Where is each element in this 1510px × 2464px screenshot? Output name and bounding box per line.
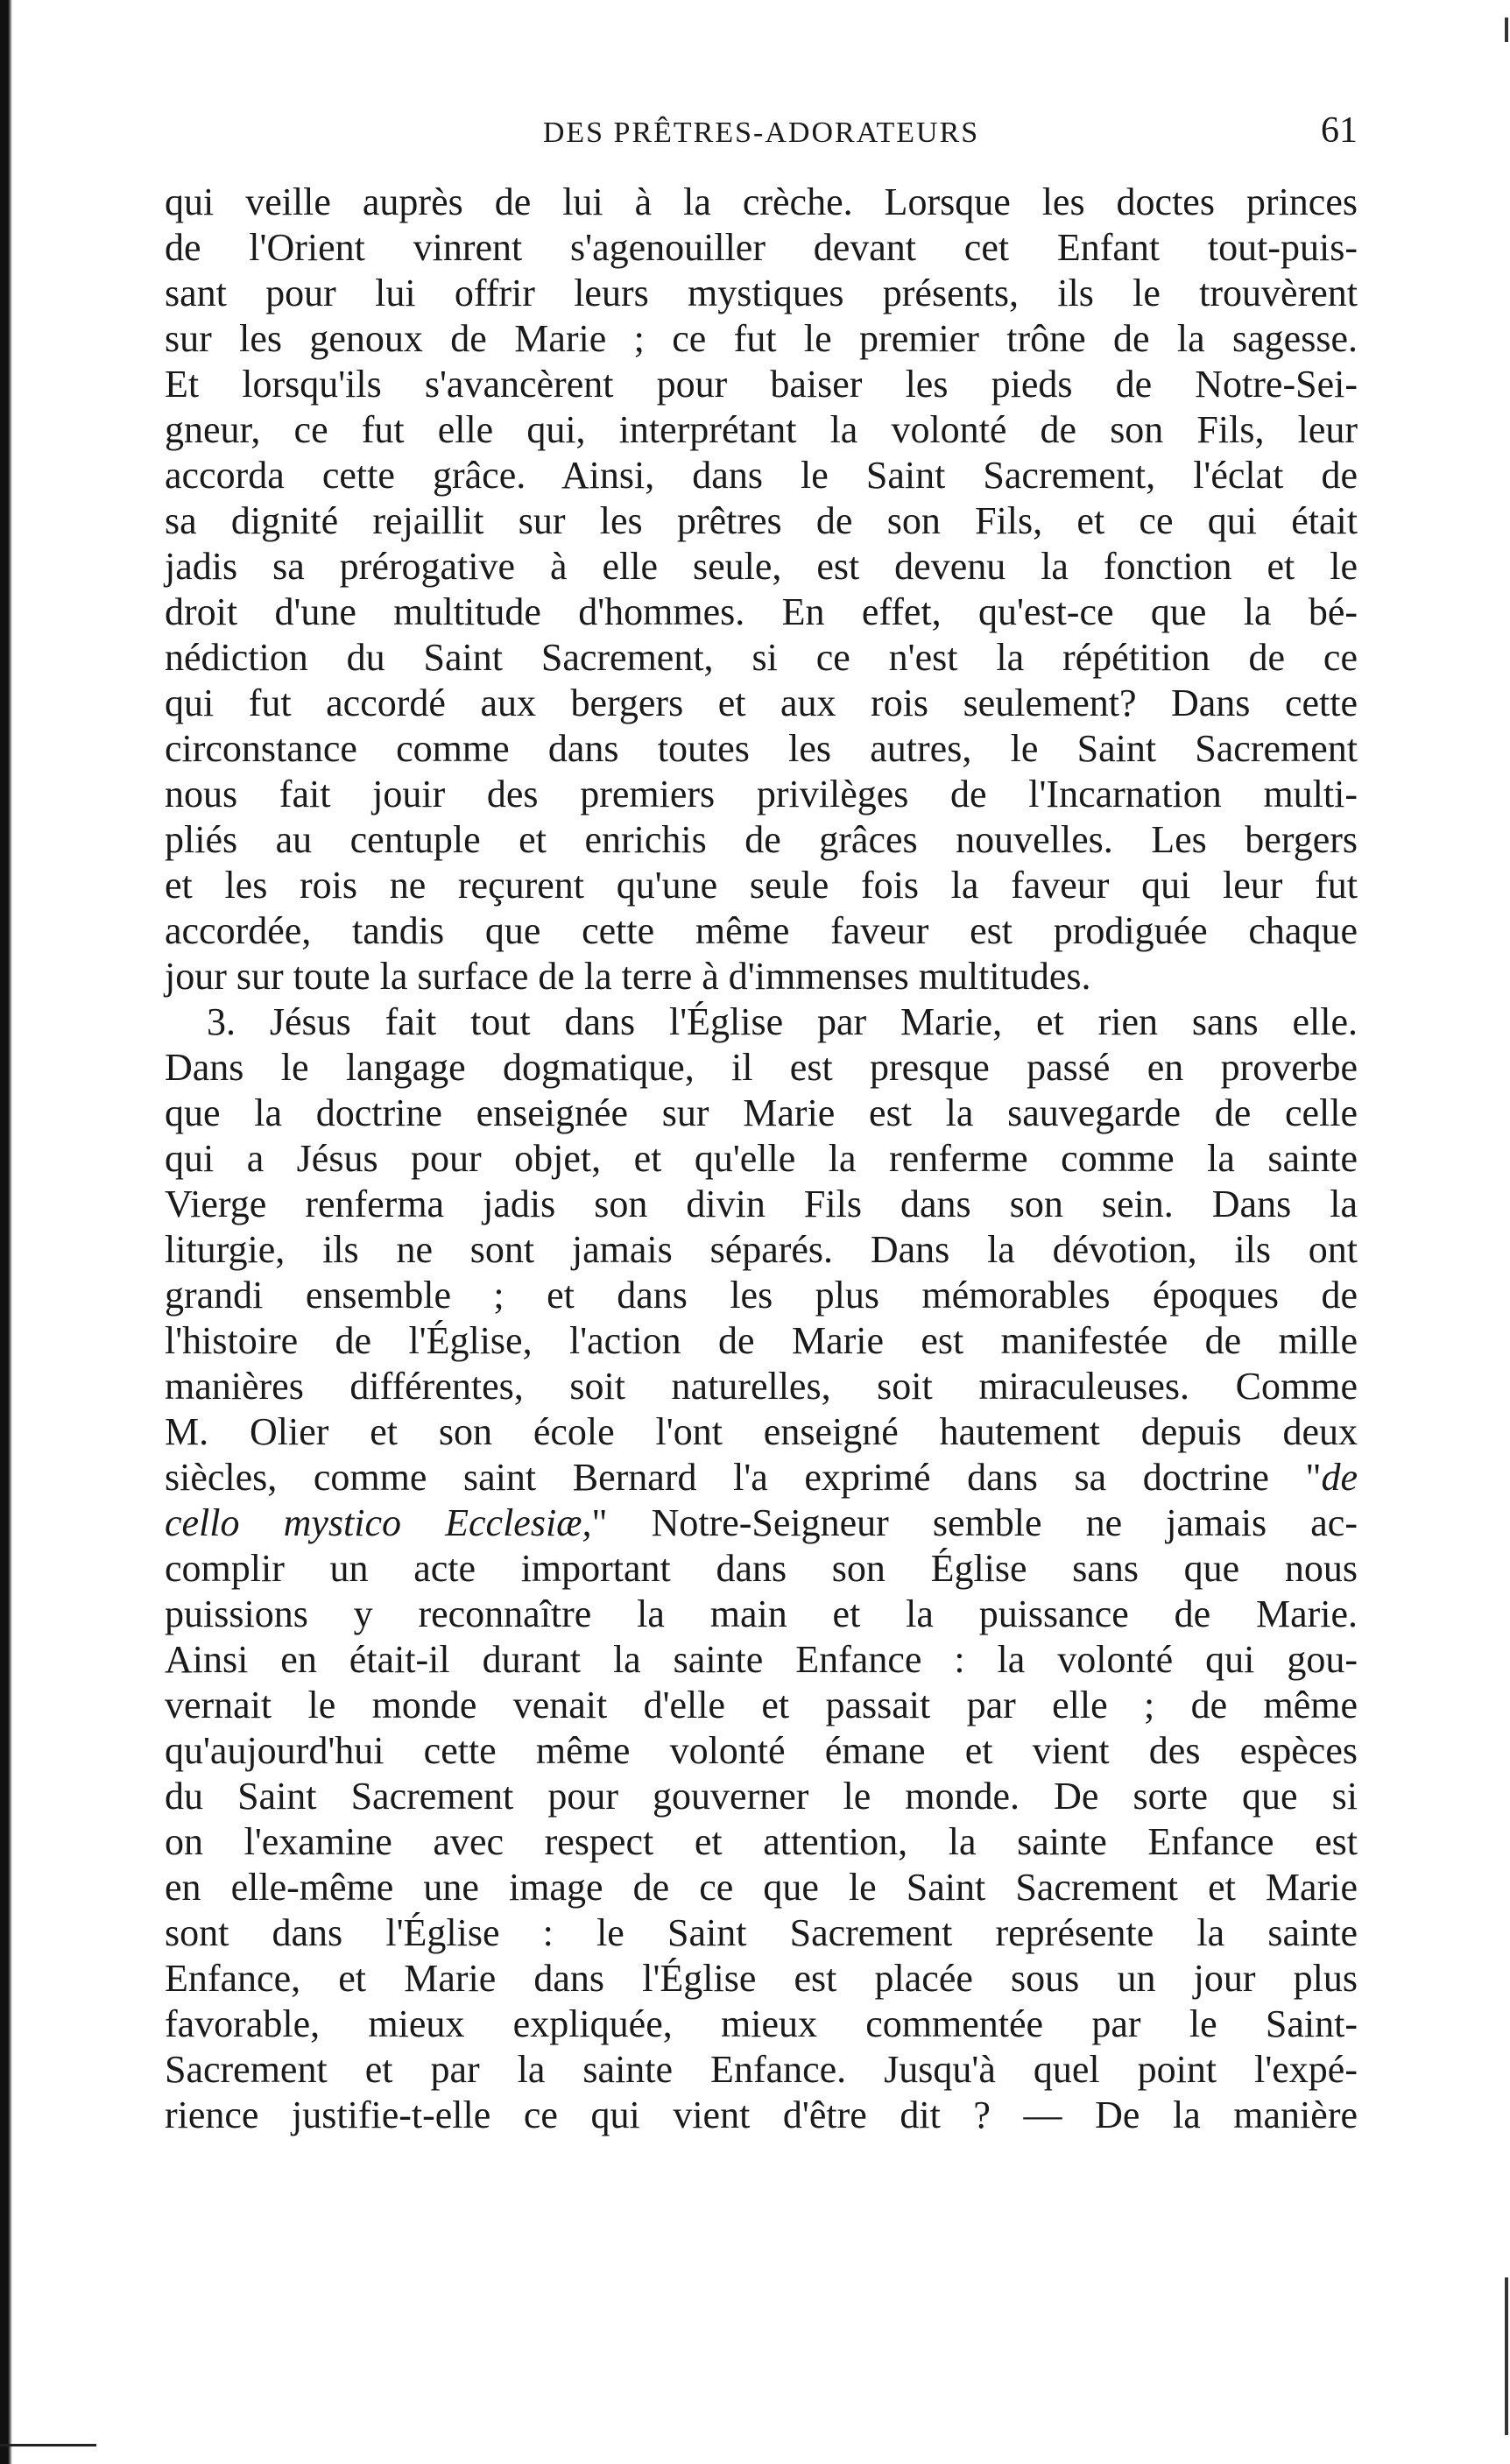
- text-line: on l'examine avec respect et attention, la sainte Enfance est: [165, 1820, 1358, 1863]
- page-number: 61: [1321, 110, 1358, 151]
- text-line: qui a Jésus pour objet, et qu'elle la renferme comme la sainte: [165, 1137, 1358, 1180]
- text-line: pliés au centuple et enrichis de grâces nouvelles. Les bergers: [165, 818, 1358, 861]
- text-line: du Saint Sacrement pour gouverner le monde. De sorte que si: [165, 1775, 1358, 1818]
- text-line: rience justifie-t-elle ce qui vient d'être dit ? — De la manière: [165, 2093, 1358, 2136]
- text-line: vernait le monde venait d'elle et passait par elle ; de même: [165, 1684, 1358, 1726]
- text-line: Ainsi en était-il durant la sainte Enfance : la volonté qui gou-: [165, 1638, 1358, 1681]
- text-line: jadis sa prérogative à elle seule, est devenu la fonction et le: [165, 545, 1358, 588]
- text-line: sur les genoux de Marie ; ce fut le premier trône de la sagesse.: [165, 317, 1358, 360]
- text-line: qu'aujourd'hui cette même volonté émane et vient des espèces: [165, 1729, 1358, 1772]
- text-line: nous fait jouir des premiers privilèges de l'Incarnation multi-: [165, 773, 1358, 815]
- text-line: grandi ensemble ; et dans les plus mémorables époques de: [165, 1274, 1358, 1317]
- text-line: sant pour lui offrir leurs mystiques présents, ils le trouvèrent: [165, 272, 1358, 314]
- text-segment: " Notre-Seigneur semble ne jamais ac-: [591, 1501, 1358, 1544]
- page-right-edge-marks: [1501, 0, 1510, 2464]
- text-line: l'histoire de l'Église, l'action de Marie est manifestée de mille: [165, 1319, 1358, 1362]
- text-line: de l'Orient vinrent s'agenouiller devant cet Enfant tout-puis-: [165, 226, 1358, 269]
- text-line: favorable, mieux expliquée, mieux commentée par le Saint-: [165, 2002, 1358, 2045]
- text-line: [165, 1455, 1358, 1500]
- text-line: [165, 1500, 1358, 1546]
- text-segment: siècles, comme saint Bernard l'a exprimé dans sa doctrine ": [165, 1456, 1322, 1499]
- text-line: gneur, ce fut elle qui, interprétant la volonté de son Fils, leur: [165, 408, 1358, 451]
- text-line: droit d'une multitude d'hommes. En effet, qu'est-ce que la bé-: [165, 590, 1358, 633]
- text-line: complir un acte important dans son Église sans que nous: [165, 1547, 1358, 1590]
- body-text: [165, 180, 1358, 2138]
- latin-phrase-end: cello mystico Ecclesiæ,: [165, 1501, 592, 1544]
- text-line: nédiction du Saint Sacrement, si ce n'est la répétition de ce: [165, 636, 1358, 679]
- latin-phrase-start: de: [1321, 1456, 1358, 1499]
- page-binding-edge: [0, 0, 12, 2464]
- running-head: DES PRÊTRES-ADORATEURS: [542, 116, 980, 149]
- text-line: Enfance, et Marie dans l'Église est placée sous un jour plus: [165, 1957, 1358, 2000]
- text-line: manières différentes, soit naturelles, soit miraculeuses. Comme: [165, 1365, 1358, 1408]
- text-line: Vierge renferma jadis son divin Fils dans son sein. Dans la: [165, 1183, 1358, 1225]
- text-line: M. Olier et son école l'ont enseigné hautement depuis deux: [165, 1410, 1358, 1453]
- page-binding-foot-mark: [0, 2444, 96, 2446]
- text-line: Sacrement et par la sainte Enfance. Jusqu'à quel point l'expé-: [165, 2048, 1358, 2091]
- page-header: [165, 109, 1358, 162]
- text-line: que la doctrine enseignée sur Marie est la sauvegarde de celle: [165, 1091, 1358, 1134]
- text-line: accordée, tandis que cette même faveur est prodiguée chaque: [165, 909, 1358, 952]
- text-line: et les rois ne reçurent qu'une seule fois la faveur qui leur fut: [165, 864, 1358, 907]
- text-line: liturgie, ils ne sont jamais séparés. Dans la dévotion, ils ont: [165, 1228, 1358, 1271]
- section-3-first-line: 3. Jésus fait tout dans l'Église par Marie, et rien sans elle.: [207, 1000, 1358, 1043]
- text-line: sa dignité rejaillit sur les prêtres de son Fils, et ce qui était: [165, 499, 1358, 542]
- text-line: Et lorsqu'ils s'avancèrent pour baiser les pieds de Notre-Sei-: [165, 363, 1358, 406]
- text-line: qui veille auprès de lui à la crèche. Lorsque les doctes princes: [165, 180, 1358, 223]
- text-line: qui fut accordé aux bergers et aux rois seulement? Dans cette: [165, 681, 1358, 724]
- text-line: accorda cette grâce. Ainsi, dans le Saint Sacrement, l'éclat de: [165, 454, 1358, 497]
- text-line: jour sur toute la surface de la terre à d'immenses multitudes.: [165, 955, 1091, 998]
- text-line: puissions y reconnaître la main et la puissance de Marie.: [165, 1592, 1358, 1635]
- text-line: Dans le langage dogmatique, il est presque passé en proverbe: [165, 1046, 1358, 1089]
- text-line: sont dans l'Église : le Saint Sacrement représente la sainte: [165, 1911, 1358, 1954]
- text-line: en elle-même une image de ce que le Saint Sacrement et Marie: [165, 1866, 1358, 1909]
- text-line: circonstance comme dans toutes les autres, le Saint Sacrement: [165, 727, 1358, 770]
